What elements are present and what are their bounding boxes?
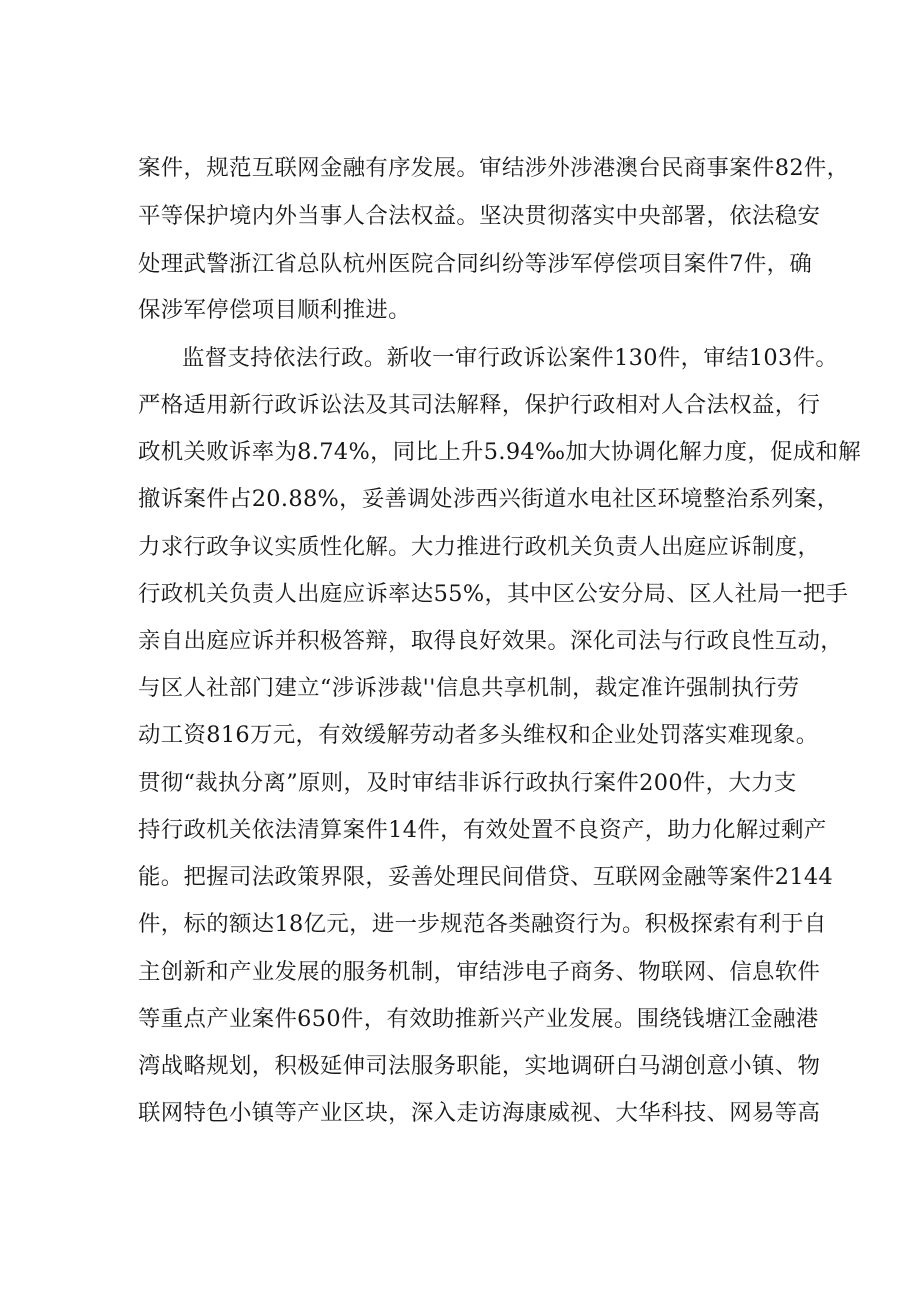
- text-line: 等重点产业案件650件，有效助推新兴产业发展。围绕钱塘江金融港: [138, 1006, 819, 1032]
- paragraph-first-line: 监督支持依法行政。新收一审行政诉讼案件130件，审结103件。: [182, 345, 839, 371]
- text-line: 件，标的额达18亿元，进一步规范各类融资行为。积极探索有利于自: [138, 911, 827, 937]
- text-line: 主创新和产业发展的服务机制，审结涉电子商务、物联网、信息软件: [138, 959, 821, 985]
- text-line: 力求行政争议实质性化解。大力推进行政机关负责人出庭应诉制度，: [138, 534, 821, 560]
- text-line: 动工资816万元，有效缓解劳动者多头维权和企业处罚落实难现象。: [138, 722, 819, 748]
- text-line: 与区人社部门建立“涉诉涉裁''信息共享机制，裁定准许强制执行劳: [138, 675, 800, 701]
- text-line: 撤诉案件占20.88%，妥善调处涉西兴街道水电社区环境整治系列案，: [138, 486, 840, 512]
- text-line: 联网特色小镇等产业区块，深入走访海康威视、大华科技、网易等高: [138, 1100, 821, 1126]
- text-line: 贯彻“裁执分离”原则，及时审结非诉行政执行案件200件，大力支: [138, 770, 797, 796]
- text-line: 案件，规范互联网金融有序发展。审结涉外涉港澳台民商事案件82件，: [138, 155, 850, 181]
- text-line: 亲自出庭应诉并积极答辩，取得良好效果。深化司法与行政良性互动，: [138, 628, 843, 654]
- text-line: 持行政机关依法清算案件14件，有效处置不良资产，助力化解过剩产: [138, 817, 827, 843]
- text-line: 行政机关负责人出庭应诉率达55%，其中区公安分局、区人社局一把手: [138, 581, 849, 607]
- text-line: 湾战略规划，积极延伸司法服务职能，实地调研白马湖创意小镇、物: [138, 1053, 821, 1079]
- text-line: 平等保护境内外当事人合法权益。坚决贯彻落实中央部署，依法稳安: [138, 203, 821, 229]
- text-line: 保涉军停偿项目顺利推进。: [138, 297, 411, 323]
- text-line: 严格适用新行政诉讼法及其司法解释，保护行政相对人合法权益，行: [138, 392, 821, 418]
- text-line: 政机关败诉率为8.74%，同比上升5.94‰加大协调化解力度，促成和解: [138, 439, 862, 465]
- text-line: 处理武警浙江省总队杭州医院合同纠纷等涉军停偿项目案件7件，确: [138, 251, 813, 277]
- text-line: 能。把握司法政策界限，妥善处理民间借贷、互联网金融等案件2144: [138, 864, 834, 890]
